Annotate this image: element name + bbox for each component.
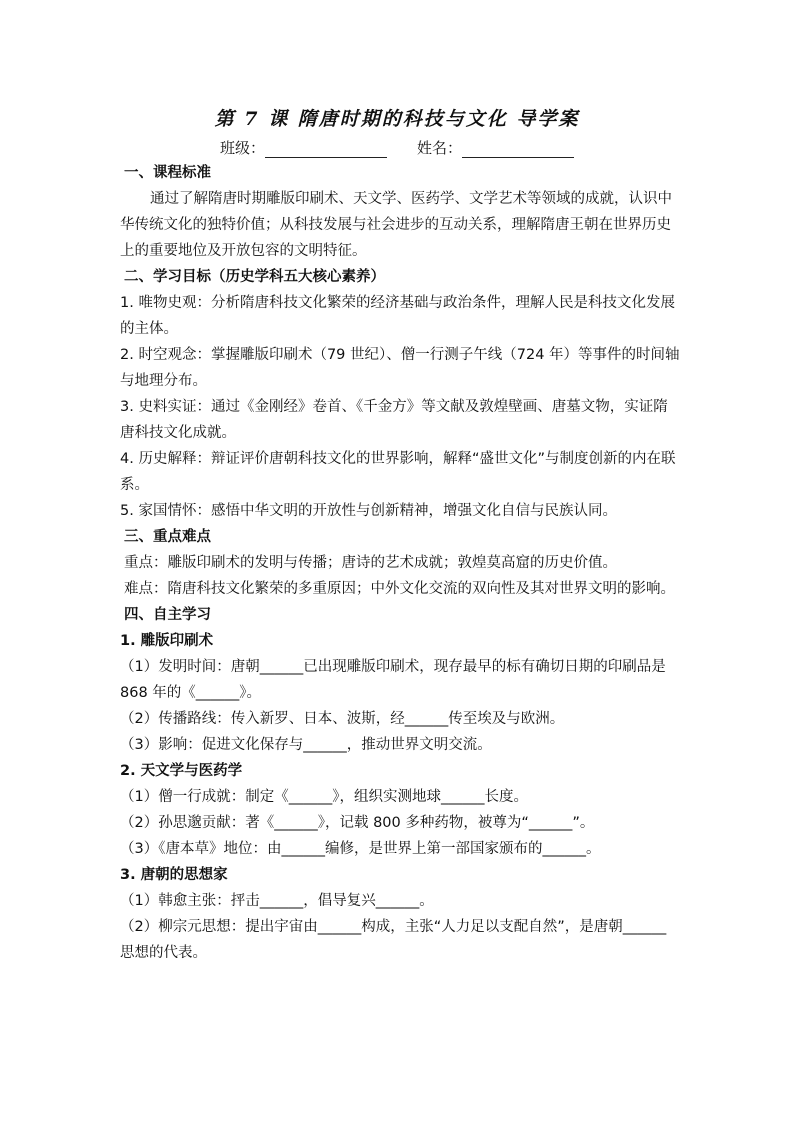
subsection-heading-astronomy-medicine: 2. 天文学与医药学: [120, 763, 243, 779]
goal-item: 1. 唯物史观：分析隋唐科技文化繁荣的经济基础与政治条件，理解人民是科技文化发展的主体。: [120, 295, 675, 337]
astronomy-item: （1）僧一行成就：制定《______》，组织实测地球______长度。: [120, 789, 528, 805]
printing-item: （1）发明时间：唐朝______已出现雕版印刷术，现存最早的标有确切日期的印刷品是 868 年的《______》。: [120, 659, 666, 701]
document-body: [120, 160, 680, 966]
subsection-heading-printing: 1. 雕版印刷术: [120, 633, 214, 649]
section-heading-key-points: 三、重点难点: [124, 529, 211, 545]
key-point-text: 重点：雕版印刷术的发明与传播；唐诗的艺术成就；敦煌莫高窟的历史价值。: [124, 555, 617, 571]
printing-item: （3）影响：促进文化保存与______，推动世界文明交流。: [120, 737, 492, 753]
subsection-heading-thinkers: 3. 唐朝的思想家: [120, 867, 228, 883]
goal-item: 5. 家国情怀：感悟中华文明的开放性与创新精神，增强文化自信与民族认同。: [120, 503, 617, 519]
goal-item: 3. 史料实证：通过《金刚经》卷首、《千金方》等文献及敦煌壁画、唐墓文物，实证隋唐科技文化成就。: [120, 399, 668, 441]
goal-item: 4. 历史解释：辩证评价唐朝科技文化的世界影响，解释“盛世文化”与制度创新的内在联系。: [120, 451, 676, 493]
printing-item: （2）传播路线：传入新罗、日本、波斯，经______传至埃及与欧洲。: [120, 711, 565, 727]
class-blank[interactable]: [265, 140, 387, 158]
section-heading-learning-goals: 二、学习目标（历史学科五大核心素养）: [124, 269, 385, 285]
section-heading-self-study: 四、自主学习: [124, 607, 211, 623]
name-label: 姓名：: [417, 139, 463, 157]
goal-item: 2. 时空观念：掌握雕版印刷术（79 世纪）、僧一行测子午线（724 年）等事件的时间轴与地理分布。: [120, 347, 680, 389]
student-info-line: [0, 137, 794, 158]
difficult-point-text: 难点：隋唐科技文化繁荣的多重原因；中外文化交流的双向性及其对世界文明的影响。: [124, 581, 675, 597]
course-standard-text: 通过了解隋唐时期雕版印刷术、天文学、医药学、文学艺术等领域的成就，认识中华传统文化的独特价值；从科技发展与社会进步的互动关系，理解隋唐王朝在世界历史上的重要地位及开放包容的文明特征。: [120, 191, 672, 259]
class-label: 班级：: [219, 139, 265, 157]
astronomy-item: （3）《唐本草》地位：由______编修，是世界上第一部国家颁布的______。: [120, 841, 601, 857]
document-title: 第 7 课 隋唐时期的科技与文化 导学案: [214, 108, 580, 130]
astronomy-item: （2）孙思邈贡献：著《______》，记载 800 多种药物，被尊为“______”。: [120, 815, 595, 831]
name-blank[interactable]: [462, 140, 574, 158]
thinker-item: （1）韩愈主张：抨击______，倡导复兴______。: [120, 893, 434, 909]
thinker-item: （2）柳宗元思想：提出宇宙由______构成，主张“人力足以支配自然”，是唐朝______思想的代表。: [120, 919, 667, 961]
section-heading-course-standard: 一、课程标准: [124, 165, 211, 181]
